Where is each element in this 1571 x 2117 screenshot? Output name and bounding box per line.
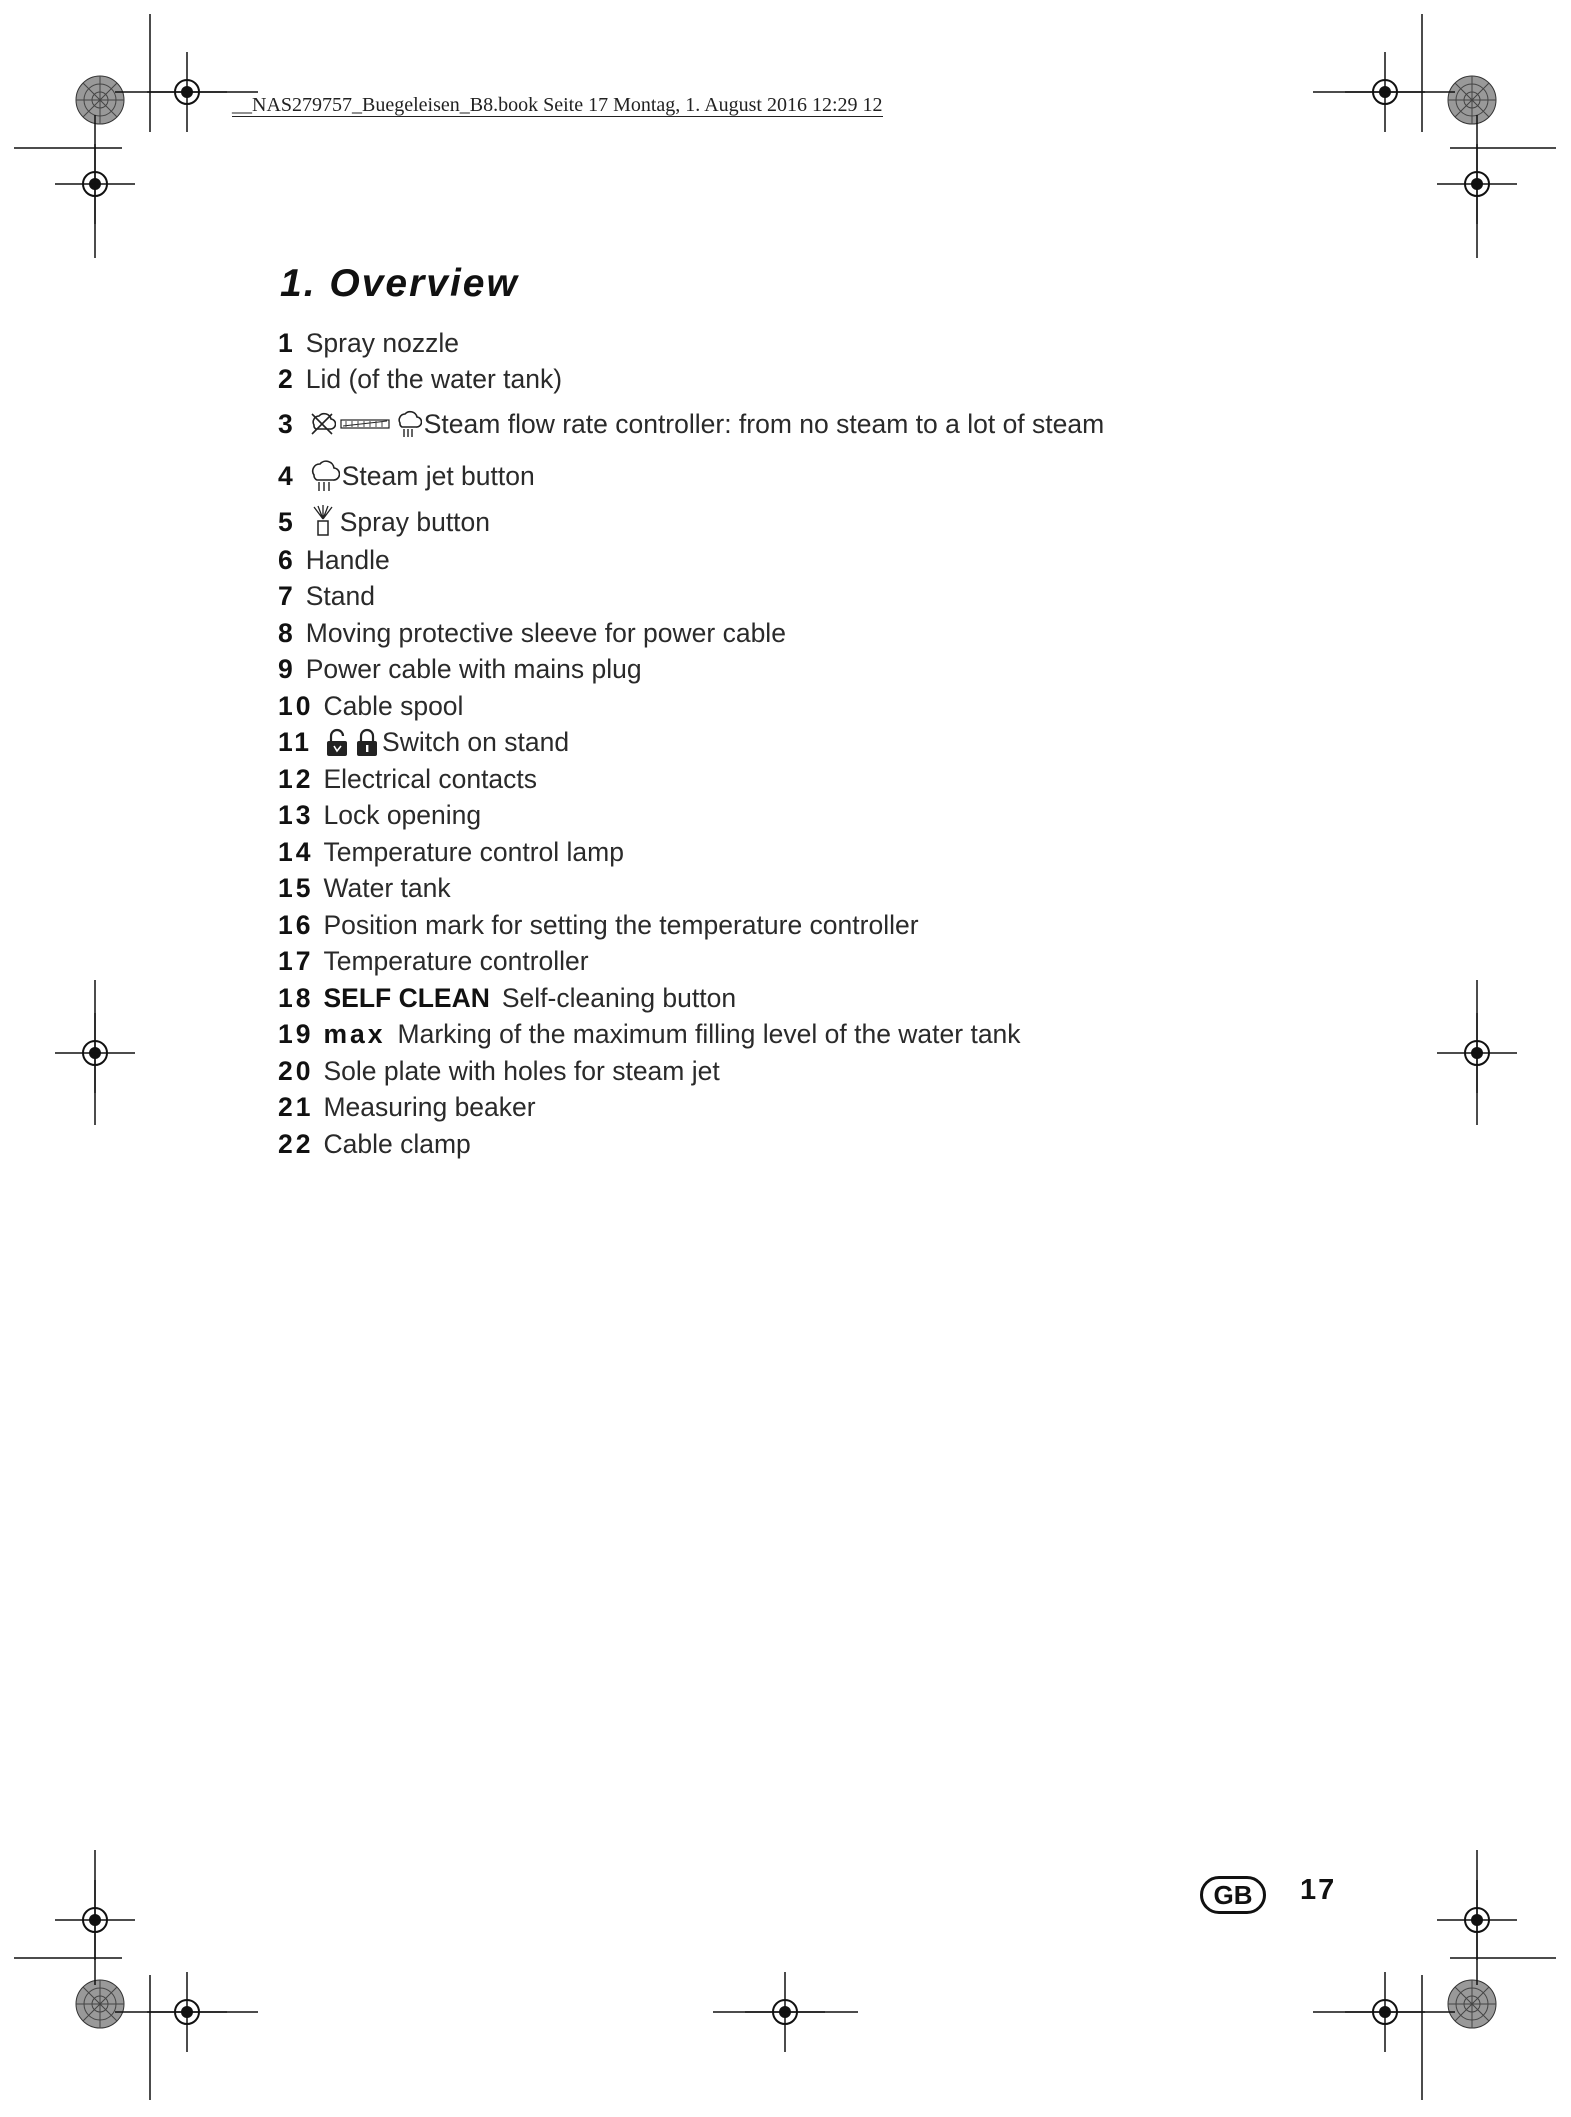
item-number: 20 (278, 1055, 314, 1086)
item-text: Stand (305, 581, 376, 612)
item-number: 1 (278, 327, 296, 358)
item-number: 22 (278, 1128, 314, 1159)
item-text: Spray button (339, 506, 491, 537)
overview-list (278, 325, 1328, 1163)
list-item (278, 871, 1328, 908)
item-number: 6 (278, 544, 296, 575)
item-number: 3 (278, 408, 296, 439)
item-text: Measuring beaker (323, 1092, 536, 1123)
item-number: 16 (278, 909, 314, 940)
item-text: Temperature control lamp (323, 836, 624, 867)
item-text: Spray nozzle (305, 327, 459, 358)
list-item (278, 652, 1328, 689)
item-number: 19 (278, 1019, 314, 1050)
item-number: 4 (278, 460, 296, 491)
list-item (278, 725, 1328, 762)
list-item (278, 980, 1328, 1017)
list-item (278, 362, 1328, 399)
item-text: Marking of the maximum filling level of the water tank (397, 1019, 1021, 1050)
page-number: 17 (1300, 1874, 1337, 1906)
list-item (278, 542, 1328, 579)
item-text: Switch on stand (382, 727, 570, 758)
steam-jet-icon (308, 459, 340, 493)
item-text: Sole plate with holes for steam jet (323, 1055, 720, 1086)
item-text: Water tank (323, 873, 451, 904)
item-keyword: max (323, 1019, 386, 1050)
list-item (278, 1090, 1328, 1127)
country-badge: GB (1200, 1876, 1266, 1914)
item-text: Self-cleaning button (501, 982, 737, 1013)
lock-icon (354, 728, 380, 758)
item-text: Lid (of the water tank) (305, 364, 563, 395)
item-number: 2 (278, 364, 296, 395)
item-number: 8 (278, 617, 296, 648)
list-item (278, 1126, 1328, 1163)
list-item (278, 1017, 1328, 1054)
item-text: Power cable with mains plug (305, 654, 642, 685)
list-item (278, 579, 1328, 616)
item-text: Cable spool (323, 690, 464, 721)
item-number: 14 (278, 836, 314, 867)
spray-icon (308, 505, 338, 539)
list-item (278, 798, 1328, 835)
list-item (278, 907, 1328, 944)
item-keyword: SELF CLEAN (323, 982, 490, 1013)
steam-scale-icon (340, 417, 390, 431)
list-item (278, 834, 1328, 871)
item-number: 12 (278, 763, 314, 794)
item-text: Moving protective sleeve for power cable (305, 617, 786, 648)
item-number: 9 (278, 654, 296, 685)
item-number: 17 (278, 946, 314, 977)
item-number: 11 (278, 727, 313, 758)
item-number: 18 (278, 982, 314, 1013)
item-number: 10 (278, 690, 314, 721)
list-item (278, 1053, 1328, 1090)
item-text: Temperature controller (323, 946, 589, 977)
list-item (278, 688, 1328, 725)
no-steam-icon (308, 411, 336, 437)
item-number: 15 (278, 873, 314, 904)
item-number: 21 (278, 1092, 314, 1123)
list-item (278, 944, 1328, 981)
list-item (278, 325, 1328, 362)
list-item (278, 450, 1328, 502)
item-text: Steam jet button (341, 460, 535, 491)
item-number: 5 (278, 506, 296, 537)
item-text: Electrical contacts (323, 763, 538, 794)
item-text: Cable clamp (323, 1128, 471, 1159)
section-title: 1. Overview (280, 262, 519, 305)
print-header-text: __NAS279757_Buegeleisen_B8.book Seite 17 Montag, 1. August 2016 12:29 12 (232, 94, 883, 116)
item-number: 7 (278, 581, 296, 612)
steam-icon (394, 409, 422, 439)
item-text: Position mark for setting the temperature controller (323, 909, 919, 940)
item-number: 13 (278, 800, 314, 831)
list-item (278, 502, 1328, 542)
list-item (278, 398, 1328, 450)
item-text: Steam flow rate controller: from no steam to a lot of steam (423, 408, 1105, 439)
list-item (278, 761, 1328, 798)
item-text: Handle (305, 544, 390, 575)
unlock-icon (324, 728, 350, 758)
list-item (278, 615, 1328, 652)
item-text: Lock opening (323, 800, 482, 831)
